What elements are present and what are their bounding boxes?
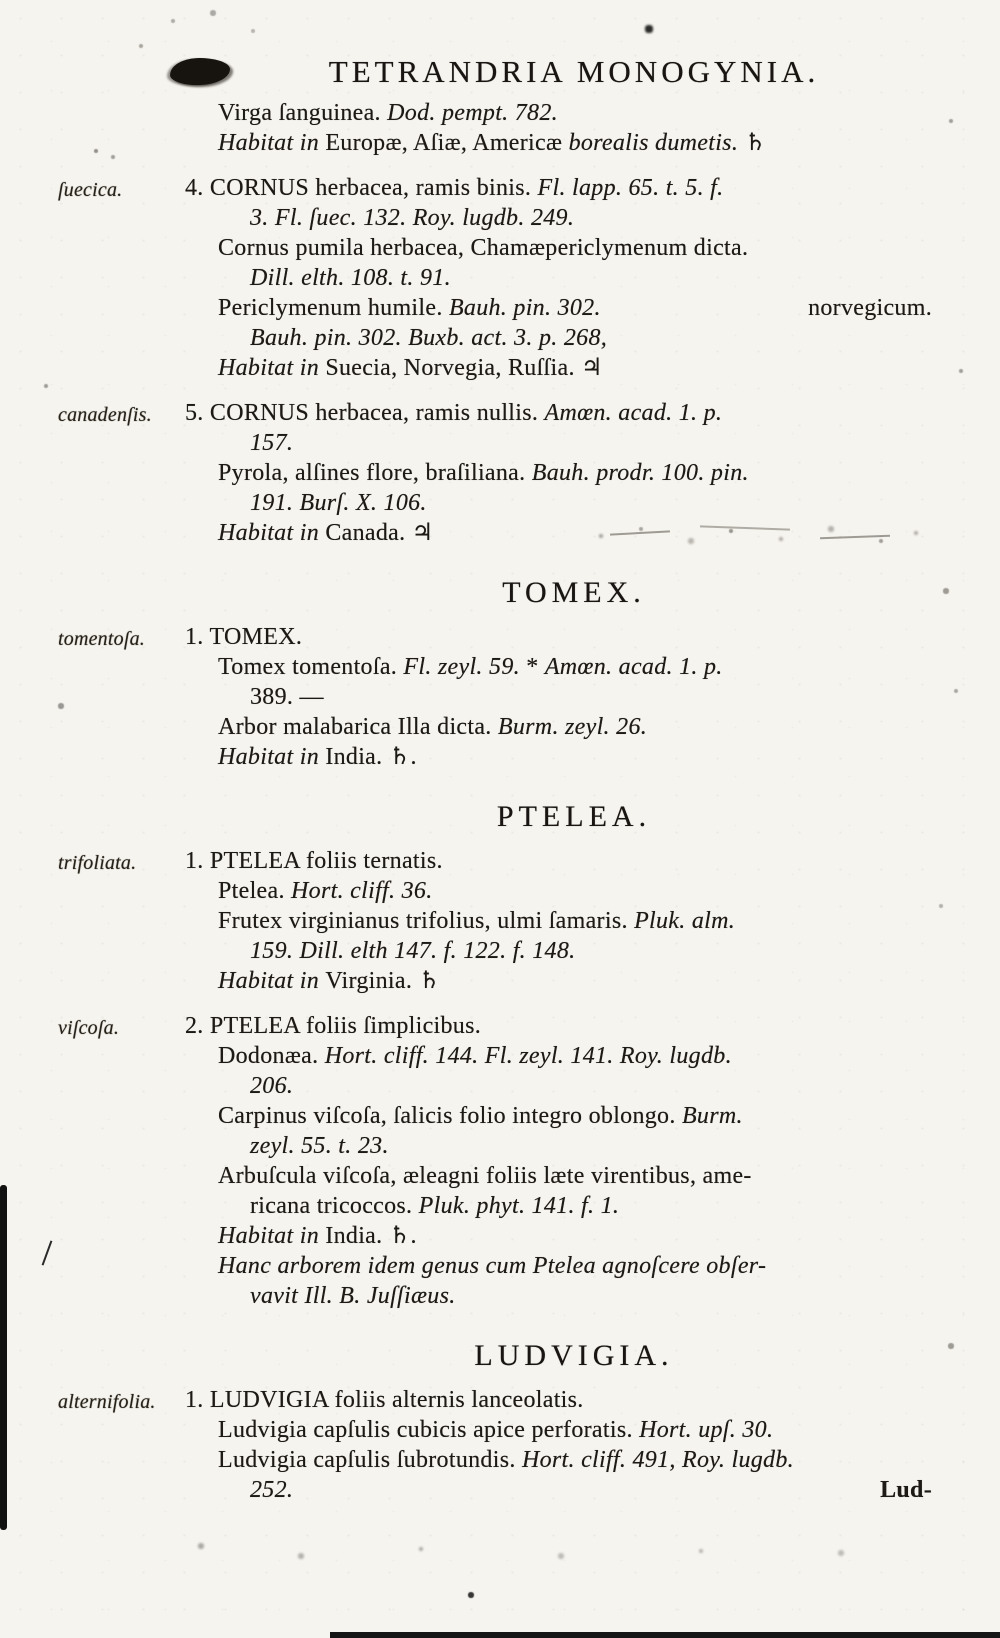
text-segment: Pyrola, alſines flore, braſiliana. [218, 460, 532, 486]
text-line [0, 652, 1000, 682]
text-segment: Habitat in [218, 355, 326, 381]
text-line [0, 1131, 1000, 1161]
text-segment: Frutex virginianus trifolius, ulmi ſamaris. [218, 908, 635, 934]
text-segment: Virga ſanguinea. [218, 100, 388, 126]
text-segment: Hanc arborem idem genus cum Ptelea agnoſcere obſer- [218, 1253, 767, 1279]
text-segment: Periclymenum humile. [218, 295, 449, 321]
right-margin-label: norvegicum. [808, 295, 932, 321]
text-segment: Habitat in [218, 744, 326, 770]
text-block [0, 98, 1000, 1505]
text-line [0, 518, 1000, 548]
text-segment: * [526, 654, 545, 680]
text-segment: Hort. upſ. 30. [639, 1417, 774, 1443]
text-line [0, 488, 1000, 518]
text-line [0, 428, 1000, 458]
text-segment: Ludvigia capſulis cubicis apice perforatis. [218, 1417, 640, 1443]
text-segment: Virginia. ♄ [325, 968, 441, 994]
text-line [0, 128, 1000, 158]
text-segment: Hort. cliff. 144. Fl. zeyl. 141. Roy. lugdb. [324, 1043, 732, 1069]
text-segment: Habitat in [218, 520, 326, 546]
text-line [0, 1011, 1000, 1041]
text-segment: Arbuſcula viſcoſa, æleagni foliis læte virentibus, ame- [218, 1163, 752, 1189]
text-line [0, 293, 1000, 323]
text-segment: 206. [250, 1073, 294, 1099]
text-segment: Arbor malabarica Illa dicta. [218, 714, 498, 740]
text-segment: borealis dumetis. [568, 130, 739, 156]
text-segment: 252. [250, 1477, 294, 1503]
text-line [0, 966, 1000, 996]
text-segment: Fl. zeyl. 59. [403, 654, 527, 680]
text-segment: Carpinus viſcoſa, ſalicis folio integro oblongo. [218, 1103, 682, 1129]
text-segment: 159. Dill. elth 147. f. 122. f. 148. [250, 938, 576, 964]
text-segment: Bauh. prodr. 100. pin. [531, 460, 749, 486]
text-line [0, 1415, 1000, 1445]
text-segment: 3. Fl. ſuec. 132. Roy. lugdb. 249. [250, 205, 575, 231]
text-segment: Cornus pumila herbacea, Chamæpericlymenum dicta. [218, 235, 749, 261]
genus-heading: LUDVIGIA. [474, 1339, 674, 1372]
text-line [0, 173, 1000, 203]
text-segment: India. ♄. [325, 744, 417, 770]
text-line [0, 323, 1000, 353]
text-segment: Burm. zeyl. 26. [497, 714, 648, 740]
text-line [0, 203, 1000, 233]
text-segment: 5. CORNUS herbacea, ramis nullis. [185, 400, 545, 426]
text-segment: Ludvigia capſulis ſubrotundis. [218, 1447, 522, 1473]
genus-heading: TOMEX. [502, 576, 646, 609]
text-segment: ♄ [738, 130, 767, 156]
text-line [0, 1191, 1000, 1221]
text-segment: Dodonæa. [218, 1043, 325, 1069]
text-segment: 4. CORNUS herbacea, ramis binis. [185, 175, 538, 201]
text-segment: Canada. ♃ [325, 520, 434, 546]
text-segment: 157. [250, 430, 294, 456]
text-segment: 1. PTELEA foliis ternatis. [185, 848, 443, 874]
text-line [0, 1161, 1000, 1191]
text-segment: Habitat in [218, 130, 326, 156]
text-line [0, 682, 1000, 712]
text-segment: India. ♄. [325, 1223, 417, 1249]
text-line [0, 1385, 1000, 1415]
text-line [0, 1251, 1000, 1281]
catchword: Lud- [880, 1477, 932, 1503]
text-line [0, 353, 1000, 383]
text-segment: Dill. elth. 108. t. 91. [250, 265, 451, 291]
text-line [0, 1475, 1000, 1505]
text-line [0, 263, 1000, 293]
text-segment: 389. — [250, 684, 324, 710]
text-segment: Pluk. alm. [634, 908, 736, 934]
text-segment: Suecia, Norvegia, Ruſſia. ♃ [325, 355, 603, 381]
text-segment: 1. TOMEX. [185, 624, 303, 650]
text-segment: Burm. [681, 1103, 743, 1129]
text-line [0, 846, 1000, 876]
text-segment: Tomex tomentoſa. [218, 654, 404, 680]
text-segment: Dod. pempt. 782. [387, 100, 558, 126]
text-line [0, 622, 1000, 652]
text-segment: Amœn. acad. 1. p. [544, 654, 723, 680]
scan-edge-shadow-bottom [330, 1632, 1000, 1638]
text-segment: Habitat in [218, 1223, 326, 1249]
margin-species-label: alternifolia. [58, 1391, 156, 1413]
text-line [0, 906, 1000, 936]
margin-species-label: canadenſis. [58, 404, 152, 426]
text-segment: Habitat in [218, 968, 326, 994]
text-segment: zeyl. 55. t. 23. [250, 1133, 389, 1159]
text-line [0, 458, 1000, 488]
text-line [0, 742, 1000, 772]
text-segment: Europæ, Aſiæ, Americæ [325, 130, 569, 156]
text-line [0, 1281, 1000, 1311]
scan-edge-shadow-left [0, 1185, 7, 1530]
margin-species-label: trifoliata. [58, 852, 137, 874]
text-segment: 191. Burſ. X. 106. [250, 490, 427, 516]
text-segment: Hort. cliff. 36. [291, 878, 433, 904]
text-line [0, 1445, 1000, 1475]
text-segment: Amœn. acad. 1. p. [544, 400, 723, 426]
text-segment: Bauh. pin. 302. Buxb. act. 3. p. 268, [250, 325, 608, 351]
text-segment: vavit Ill. B. Juſſiæus. [250, 1283, 456, 1309]
text-segment: Pluk. phyt. 141. f. 1. [418, 1193, 620, 1219]
running-title: TETRANDRIA MONOGYNIA. [328, 54, 820, 89]
text-line [0, 712, 1000, 742]
genus-heading: PTELEA. [496, 800, 652, 833]
text-segment: 2. PTELEA foliis ſimplicibus. [185, 1013, 482, 1039]
text-segment: Bauh. pin. 302. [448, 295, 601, 321]
text-line [0, 233, 1000, 263]
text-line [0, 1071, 1000, 1101]
text-segment: Ptelea. [218, 878, 292, 904]
margin-species-label: viſcoſa. [58, 1017, 120, 1039]
text-line [0, 98, 1000, 128]
text-line [0, 876, 1000, 906]
text-line [0, 1221, 1000, 1251]
text-segment: Hort. cliff. 491, Roy. lugdb. [521, 1447, 794, 1473]
scan-noise-specks [0, 0, 2, 2]
text-line [0, 936, 1000, 966]
text-segment: 1. LUDVIGIA foliis alternis lanceolatis. [185, 1387, 584, 1413]
text-segment: ricana tricoccos. [250, 1193, 419, 1219]
text-segment: Fl. lapp. 65. t. 5. f. [537, 175, 724, 201]
text-line [0, 1101, 1000, 1131]
margin-species-label: tomentoſa. [58, 628, 145, 650]
text-line [0, 1041, 1000, 1071]
margin-species-label: ſuecica. [58, 179, 123, 201]
text-line [0, 398, 1000, 428]
